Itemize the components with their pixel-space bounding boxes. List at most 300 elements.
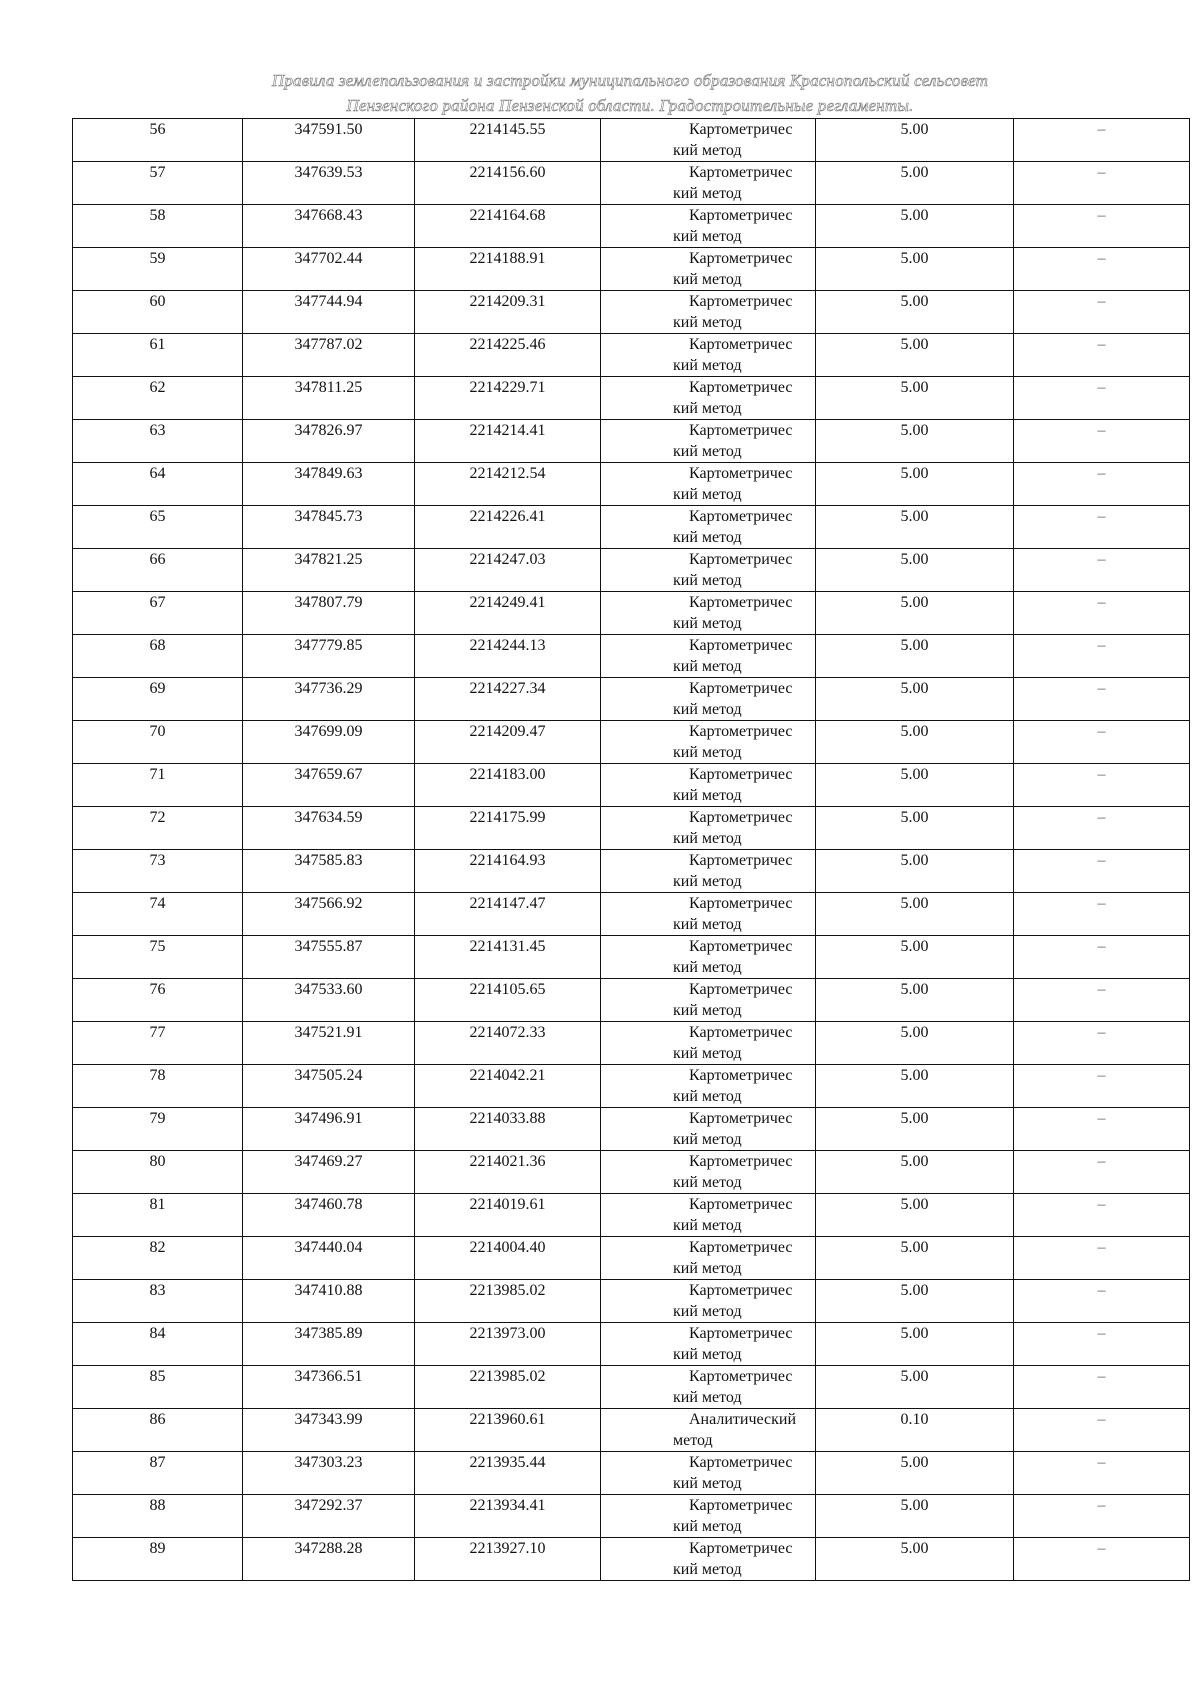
x-coordinate-cell: 347555.87 [243, 936, 415, 979]
method-cell [601, 1366, 816, 1409]
table-row [73, 1366, 1190, 1409]
method-line-1: Картометричес [689, 250, 793, 267]
x-coordinate-cell: 347826.97 [243, 420, 415, 463]
method-line-2: кий метод [673, 959, 742, 976]
description-cell: – [1014, 1452, 1190, 1495]
method-cell [601, 1151, 816, 1194]
method-line-2: кий метод [673, 1475, 742, 1492]
method-cell [601, 420, 816, 463]
table-row [73, 1280, 1190, 1323]
y-coordinate-cell: 2214164.93 [415, 850, 601, 893]
accuracy-cell: 5.00 [816, 506, 1014, 549]
y-coordinate-cell: 2214227.34 [415, 678, 601, 721]
description-cell: – [1014, 1495, 1190, 1538]
table-row [73, 678, 1190, 721]
method-cell [601, 635, 816, 678]
method-cell [601, 1409, 816, 1452]
table-row [73, 1495, 1190, 1538]
point-number-cell: 89 [73, 1538, 243, 1581]
method-cell [601, 936, 816, 979]
accuracy-cell: 5.00 [816, 119, 1014, 162]
method-line-2: кий метод [673, 701, 742, 718]
y-coordinate-cell: 2214164.68 [415, 205, 601, 248]
method-line-2: метод [673, 1432, 713, 1449]
method-line-1: Картометричес [689, 1368, 793, 1385]
method-line-2: кий метод [673, 142, 742, 159]
point-number-cell: 56 [73, 119, 243, 162]
method-line-2: кий метод [673, 1561, 742, 1578]
description-cell: – [1014, 291, 1190, 334]
accuracy-cell: 5.00 [816, 463, 1014, 506]
table-row [73, 764, 1190, 807]
method-line-2: кий метод [673, 1303, 742, 1320]
x-coordinate-cell: 347736.29 [243, 678, 415, 721]
method-line-1: Картометричес [689, 723, 793, 740]
description-cell: – [1014, 1323, 1190, 1366]
point-number-cell: 66 [73, 549, 243, 592]
method-cell [601, 119, 816, 162]
accuracy-cell: 5.00 [816, 1538, 1014, 1581]
x-coordinate-cell: 347699.09 [243, 721, 415, 764]
y-coordinate-cell: 2213973.00 [415, 1323, 601, 1366]
method-cell [601, 1323, 816, 1366]
accuracy-cell: 5.00 [816, 1237, 1014, 1280]
y-coordinate-cell: 2214175.99 [415, 807, 601, 850]
table-row [73, 549, 1190, 592]
description-cell: – [1014, 850, 1190, 893]
description-cell: – [1014, 1538, 1190, 1581]
method-cell [601, 1538, 816, 1581]
description-cell: – [1014, 420, 1190, 463]
coordinates-table-body [73, 119, 1190, 1581]
x-coordinate-cell: 347591.50 [243, 119, 415, 162]
method-cell [601, 678, 816, 721]
accuracy-cell: 5.00 [816, 850, 1014, 893]
method-line-2: кий метод [673, 1260, 742, 1277]
point-number-cell: 57 [73, 162, 243, 205]
method-line-2: кий метод [673, 443, 742, 460]
accuracy-cell: 5.00 [816, 248, 1014, 291]
x-coordinate-cell: 347634.59 [243, 807, 415, 850]
table-row [73, 1194, 1190, 1237]
table-row [73, 592, 1190, 635]
y-coordinate-cell: 2214042.21 [415, 1065, 601, 1108]
method-line-2: кий метод [673, 1389, 742, 1406]
method-line-2: кий метод [673, 1518, 742, 1535]
description-cell: – [1014, 463, 1190, 506]
x-coordinate-cell: 347505.24 [243, 1065, 415, 1108]
method-line-1: Картометричес [689, 1540, 793, 1557]
description-cell: – [1014, 549, 1190, 592]
description-cell: – [1014, 807, 1190, 850]
x-coordinate-cell: 347787.02 [243, 334, 415, 377]
table-row [73, 893, 1190, 936]
method-line-1: Картометричес [689, 422, 793, 439]
table-row [73, 936, 1190, 979]
method-line-1: Картометричес [689, 1497, 793, 1514]
point-number-cell: 88 [73, 1495, 243, 1538]
table-row [73, 1065, 1190, 1108]
point-number-cell: 80 [73, 1151, 243, 1194]
description-cell: – [1014, 205, 1190, 248]
accuracy-cell: 5.00 [816, 1022, 1014, 1065]
y-coordinate-cell: 2213985.02 [415, 1280, 601, 1323]
method-line-1: Картометричес [689, 852, 793, 869]
accuracy-cell: 5.00 [816, 1108, 1014, 1151]
x-coordinate-cell: 347744.94 [243, 291, 415, 334]
table-row [73, 1237, 1190, 1280]
method-line-2: кий метод [673, 486, 742, 503]
table-row [73, 1409, 1190, 1452]
table-row [73, 162, 1190, 205]
method-cell [601, 807, 816, 850]
method-cell [601, 1495, 816, 1538]
method-line-1: Картометричес [689, 1454, 793, 1471]
accuracy-cell: 5.00 [816, 291, 1014, 334]
point-number-cell: 58 [73, 205, 243, 248]
x-coordinate-cell: 347849.63 [243, 463, 415, 506]
y-coordinate-cell: 2214214.41 [415, 420, 601, 463]
point-number-cell: 81 [73, 1194, 243, 1237]
method-line-2: кий метод [673, 529, 742, 546]
method-line-2: кий метод [673, 572, 742, 589]
y-coordinate-cell: 2213927.10 [415, 1538, 601, 1581]
accuracy-cell: 5.00 [816, 1323, 1014, 1366]
x-coordinate-cell: 347366.51 [243, 1366, 415, 1409]
x-coordinate-cell: 347460.78 [243, 1194, 415, 1237]
x-coordinate-cell: 347845.73 [243, 506, 415, 549]
method-line-1: Картометричес [689, 1325, 793, 1342]
accuracy-cell: 5.00 [816, 1065, 1014, 1108]
method-line-1: Картометричес [689, 1153, 793, 1170]
point-number-cell: 68 [73, 635, 243, 678]
description-cell: – [1014, 893, 1190, 936]
method-line-1: Аналитический [689, 1411, 797, 1428]
point-number-cell: 87 [73, 1452, 243, 1495]
x-coordinate-cell: 347303.23 [243, 1452, 415, 1495]
accuracy-cell: 5.00 [816, 205, 1014, 248]
method-line-1: Картометричес [689, 766, 793, 783]
method-line-2: кий метод [673, 357, 742, 374]
method-line-2: кий метод [673, 1131, 742, 1148]
method-line-1: Картометричес [689, 938, 793, 955]
method-line-2: кий метод [673, 615, 742, 632]
y-coordinate-cell: 2214033.88 [415, 1108, 601, 1151]
y-coordinate-cell: 2214212.54 [415, 463, 601, 506]
y-coordinate-cell: 2214072.33 [415, 1022, 601, 1065]
y-coordinate-cell: 2214226.41 [415, 506, 601, 549]
y-coordinate-cell: 2214156.60 [415, 162, 601, 205]
x-coordinate-cell: 347410.88 [243, 1280, 415, 1323]
method-line-2: кий метод [673, 1002, 742, 1019]
accuracy-cell: 5.00 [816, 592, 1014, 635]
method-line-1: Картометричес [689, 981, 793, 998]
point-number-cell: 76 [73, 979, 243, 1022]
description-cell: – [1014, 979, 1190, 1022]
description-cell: – [1014, 592, 1190, 635]
y-coordinate-cell: 2214209.47 [415, 721, 601, 764]
method-line-1: Картометричес [689, 164, 793, 181]
x-coordinate-cell: 347659.67 [243, 764, 415, 807]
y-coordinate-cell: 2214105.65 [415, 979, 601, 1022]
method-line-2: кий метод [673, 1217, 742, 1234]
accuracy-cell: 5.00 [816, 1452, 1014, 1495]
method-cell [601, 549, 816, 592]
y-coordinate-cell: 2213934.41 [415, 1495, 601, 1538]
method-line-1: Картометричес [689, 1110, 793, 1127]
x-coordinate-cell: 347566.92 [243, 893, 415, 936]
point-number-cell: 65 [73, 506, 243, 549]
method-line-2: кий метод [673, 658, 742, 675]
point-number-cell: 85 [73, 1366, 243, 1409]
method-cell [601, 1237, 816, 1280]
description-cell: – [1014, 162, 1190, 205]
point-number-cell: 69 [73, 678, 243, 721]
accuracy-cell: 5.00 [816, 893, 1014, 936]
method-line-1: Картометричес [689, 121, 793, 138]
description-cell: – [1014, 721, 1190, 764]
table-row [73, 205, 1190, 248]
method-line-1: Картометричес [689, 465, 793, 482]
accuracy-cell: 5.00 [816, 678, 1014, 721]
x-coordinate-cell: 347807.79 [243, 592, 415, 635]
accuracy-cell: 5.00 [816, 162, 1014, 205]
y-coordinate-cell: 2214229.71 [415, 377, 601, 420]
table-row [73, 506, 1190, 549]
y-coordinate-cell: 2214145.55 [415, 119, 601, 162]
method-cell [601, 463, 816, 506]
y-coordinate-cell: 2214131.45 [415, 936, 601, 979]
header-line-1: Правила землепользования и застройки муниципального образования Краснопольский сельсовет [271, 71, 989, 90]
coordinates-table [72, 118, 1190, 1581]
y-coordinate-cell: 2213935.44 [415, 1452, 601, 1495]
header-line-2: Пензенского района Пензенской области. Градостроительные регламенты. [346, 96, 914, 115]
method-cell [601, 248, 816, 291]
point-number-cell: 60 [73, 291, 243, 334]
method-line-1: Картометричес [689, 1282, 793, 1299]
x-coordinate-cell: 347521.91 [243, 1022, 415, 1065]
point-number-cell: 64 [73, 463, 243, 506]
method-cell [601, 1108, 816, 1151]
point-number-cell: 59 [73, 248, 243, 291]
method-cell [601, 1280, 816, 1323]
accuracy-cell: 0.10 [816, 1409, 1014, 1452]
method-cell [601, 979, 816, 1022]
x-coordinate-cell: 347639.53 [243, 162, 415, 205]
x-coordinate-cell: 347469.27 [243, 1151, 415, 1194]
accuracy-cell: 5.00 [816, 764, 1014, 807]
x-coordinate-cell: 347533.60 [243, 979, 415, 1022]
accuracy-cell: 5.00 [816, 420, 1014, 463]
table-row [73, 635, 1190, 678]
point-number-cell: 63 [73, 420, 243, 463]
x-coordinate-cell: 347496.91 [243, 1108, 415, 1151]
method-line-1: Картометричес [689, 379, 793, 396]
accuracy-cell: 5.00 [816, 936, 1014, 979]
method-line-1: Картометричес [689, 809, 793, 826]
accuracy-cell: 5.00 [816, 979, 1014, 1022]
method-line-1: Картометричес [689, 293, 793, 310]
method-line-2: кий метод [673, 916, 742, 933]
description-cell: – [1014, 1151, 1190, 1194]
accuracy-cell: 5.00 [816, 549, 1014, 592]
y-coordinate-cell: 2214209.31 [415, 291, 601, 334]
method-line-2: кий метод [673, 1045, 742, 1062]
method-cell [601, 205, 816, 248]
y-coordinate-cell: 2213960.61 [415, 1409, 601, 1452]
point-number-cell: 78 [73, 1065, 243, 1108]
point-number-cell: 79 [73, 1108, 243, 1151]
table-row [73, 420, 1190, 463]
accuracy-cell: 5.00 [816, 1280, 1014, 1323]
x-coordinate-cell: 347821.25 [243, 549, 415, 592]
y-coordinate-cell: 2214004.40 [415, 1237, 601, 1280]
method-line-1: Картометричес [689, 680, 793, 697]
description-cell: – [1014, 248, 1190, 291]
table-row [73, 807, 1190, 850]
method-cell [601, 764, 816, 807]
point-number-cell: 77 [73, 1022, 243, 1065]
x-coordinate-cell: 347668.43 [243, 205, 415, 248]
table-row [73, 377, 1190, 420]
point-number-cell: 67 [73, 592, 243, 635]
method-cell [601, 1452, 816, 1495]
point-number-cell: 62 [73, 377, 243, 420]
table-row [73, 248, 1190, 291]
method-line-1: Картометричес [689, 508, 793, 525]
x-coordinate-cell: 347343.99 [243, 1409, 415, 1452]
point-number-cell: 73 [73, 850, 243, 893]
method-line-2: кий метод [673, 400, 742, 417]
y-coordinate-cell: 2213985.02 [415, 1366, 601, 1409]
method-line-1: Картометричес [689, 1196, 793, 1213]
y-coordinate-cell: 2214183.00 [415, 764, 601, 807]
page-header [70, 68, 1190, 118]
method-cell [601, 162, 816, 205]
y-coordinate-cell: 2214247.03 [415, 549, 601, 592]
method-cell [601, 1022, 816, 1065]
accuracy-cell: 5.00 [816, 721, 1014, 764]
table-row [73, 1151, 1190, 1194]
description-cell: – [1014, 506, 1190, 549]
point-number-cell: 70 [73, 721, 243, 764]
point-number-cell: 86 [73, 1409, 243, 1452]
x-coordinate-cell: 347292.37 [243, 1495, 415, 1538]
accuracy-cell: 5.00 [816, 377, 1014, 420]
method-cell [601, 334, 816, 377]
method-cell [601, 893, 816, 936]
method-line-2: кий метод [673, 1088, 742, 1105]
method-line-2: кий метод [673, 228, 742, 245]
method-cell [601, 377, 816, 420]
method-line-2: кий метод [673, 271, 742, 288]
description-cell: – [1014, 1194, 1190, 1237]
method-line-2: кий метод [673, 744, 742, 761]
table-row [73, 1022, 1190, 1065]
method-cell [601, 850, 816, 893]
point-number-cell: 61 [73, 334, 243, 377]
description-cell: – [1014, 377, 1190, 420]
point-number-cell: 83 [73, 1280, 243, 1323]
point-number-cell: 82 [73, 1237, 243, 1280]
method-line-1: Картометричес [689, 895, 793, 912]
method-line-1: Картометричес [689, 551, 793, 568]
y-coordinate-cell: 2214021.36 [415, 1151, 601, 1194]
method-line-2: кий метод [673, 873, 742, 890]
method-line-2: кий метод [673, 830, 742, 847]
y-coordinate-cell: 2214249.41 [415, 592, 601, 635]
description-cell: – [1014, 334, 1190, 377]
table-row [73, 721, 1190, 764]
accuracy-cell: 5.00 [816, 1495, 1014, 1538]
table-row [73, 334, 1190, 377]
y-coordinate-cell: 2214019.61 [415, 1194, 601, 1237]
table-row [73, 119, 1190, 162]
table-row [73, 291, 1190, 334]
method-line-2: кий метод [673, 185, 742, 202]
method-line-1: Картометричес [689, 207, 793, 224]
y-coordinate-cell: 2214225.46 [415, 334, 601, 377]
description-cell: – [1014, 635, 1190, 678]
method-cell [601, 506, 816, 549]
description-cell: – [1014, 936, 1190, 979]
y-coordinate-cell: 2214147.47 [415, 893, 601, 936]
method-cell [601, 592, 816, 635]
method-line-1: Картометричес [689, 1067, 793, 1084]
description-cell: – [1014, 1280, 1190, 1323]
method-line-1: Картометричес [689, 1239, 793, 1256]
method-line-1: Картометричес [689, 1024, 793, 1041]
description-cell: – [1014, 1237, 1190, 1280]
table-row [73, 850, 1190, 893]
description-cell: – [1014, 1108, 1190, 1151]
method-cell [601, 721, 816, 764]
x-coordinate-cell: 347288.28 [243, 1538, 415, 1581]
method-line-2: кий метод [673, 1346, 742, 1363]
method-line-1: Картометричес [689, 594, 793, 611]
y-coordinate-cell: 2214244.13 [415, 635, 601, 678]
method-line-2: кий метод [673, 314, 742, 331]
accuracy-cell: 5.00 [816, 1366, 1014, 1409]
description-cell: – [1014, 764, 1190, 807]
accuracy-cell: 5.00 [816, 1151, 1014, 1194]
table-row [73, 1108, 1190, 1151]
accuracy-cell: 5.00 [816, 807, 1014, 850]
table-row [73, 1538, 1190, 1581]
table-row [73, 463, 1190, 506]
description-cell: – [1014, 119, 1190, 162]
method-line-2: кий метод [673, 787, 742, 804]
point-number-cell: 72 [73, 807, 243, 850]
method-line-1: Картометричес [689, 637, 793, 654]
x-coordinate-cell: 347585.83 [243, 850, 415, 893]
accuracy-cell: 5.00 [816, 1194, 1014, 1237]
point-number-cell: 71 [73, 764, 243, 807]
x-coordinate-cell: 347779.85 [243, 635, 415, 678]
table-row [73, 1323, 1190, 1366]
description-cell: – [1014, 1366, 1190, 1409]
method-cell [601, 291, 816, 334]
description-cell: – [1014, 1022, 1190, 1065]
table-row [73, 1452, 1190, 1495]
method-line-1: Картометричес [689, 336, 793, 353]
x-coordinate-cell: 347385.89 [243, 1323, 415, 1366]
x-coordinate-cell: 347702.44 [243, 248, 415, 291]
description-cell: – [1014, 1065, 1190, 1108]
method-cell [601, 1194, 816, 1237]
table-row [73, 979, 1190, 1022]
method-cell [601, 1065, 816, 1108]
